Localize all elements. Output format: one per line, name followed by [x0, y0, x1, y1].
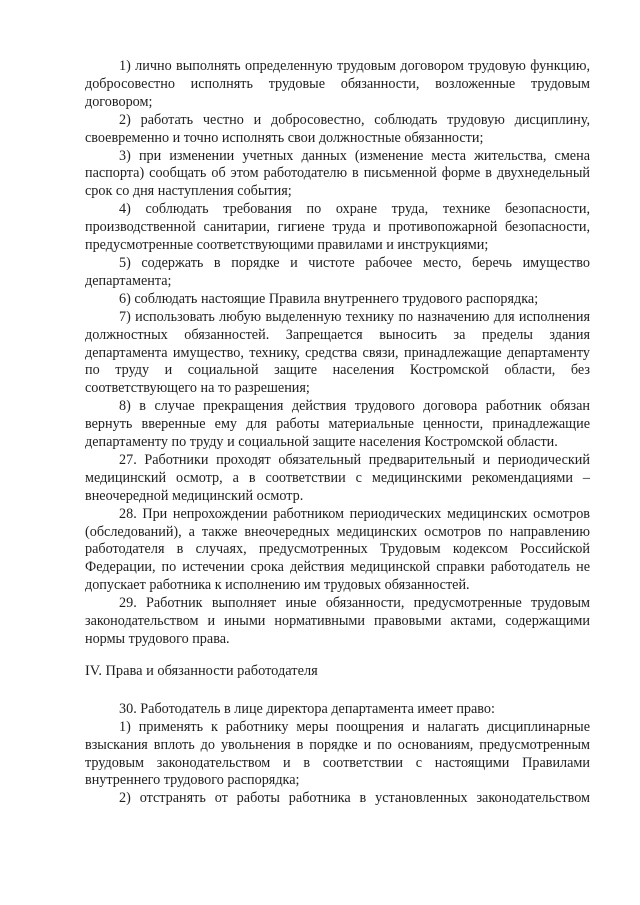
paragraph: 1) лично выполнять определенную трудовым договором трудовую функцию, добросовестно исполнять трудовые обязанности, возложенные трудовым договором; — [85, 58, 590, 110]
paragraph: 1) применять к работнику меры поощрения и налагать дисциплинарные взыскания вплоть до увольнения в порядке и по основаниям, предусмотренным трудовым законодательством и в соответствии с настоящими Правилами внутреннего трудового распорядка; — [85, 718, 590, 789]
paragraph: 4) соблюдать требования по охране труда, технике безопасности, производственной санитарии, гигиене труда и противопожарной безопасности, предусмотренные соответствующими правилами и инструкциями; — [85, 201, 590, 254]
paragraph: 27. Работники проходят обязательный предварительный и периодический медицинский осмотр, а в соответствии с медицинскими рекомендациями – внеочередной медицинский осмотр. — [85, 451, 590, 504]
paragraph: 2) работать честно и добросовестно, соблюдать трудовую дисциплину, своевременно и точно исполнять свои должностные обязанности; — [85, 111, 590, 146]
paragraph: 28. При непрохождении работником периодических медицинских осмотров (обследований), а также внеочередных медицинских осмотров по направлению работодателя в случаях, предусмотренных Трудовым кодексом Российской Федерации, по истечении срока действия медицинской справки работодатель не допускает работника к исполнению им трудовых обязанностей. — [85, 505, 590, 594]
paragraph: 30. Работодатель в лице директора департамента имеет право: — [119, 700, 495, 717]
paragraph: 8) в случае прекращения действия трудового договора работник обязан вернуть вверенные ему для работы материальные ценности, принадлежащие департаменту по труду и социальной защите населения Костромской области. — [85, 398, 590, 451]
paragraph: 6) соблюдать настоящие Правила внутреннего трудового распорядка; — [119, 290, 539, 307]
paragraph: 7) использовать любую выделенную технику по назначению для исполнения должностных обязанностей. Запрещается выносить за пределы здания департамента имущество, технику, средства связи, принадлежащие департаменту по труду и социальной защите населения Костромской области, без соответствующего на то разрешения; — [85, 308, 590, 397]
paragraph: 3) при изменении учетных данных (изменение места жительства, смена паспорта) сообщать об этом работодателю в письменной форме в двухнедельный срок со дня наступления события; — [85, 147, 590, 200]
paragraph: 2) отстранять от работы работника в установленных законодательством — [119, 790, 590, 807]
paragraph: 5) содержать в порядке и чистоте рабочее место, беречь имущество департамента; — [85, 254, 590, 289]
section-heading: IV. Права и обязанности работодателя — [85, 662, 318, 679]
document-body — [85, 58, 590, 808]
paragraph: 29. Работник выполняет иные обязанности, предусмотренные трудовым законодательством и иными нормативными правовыми актами, содержащими нормы трудового права. — [85, 595, 590, 647]
